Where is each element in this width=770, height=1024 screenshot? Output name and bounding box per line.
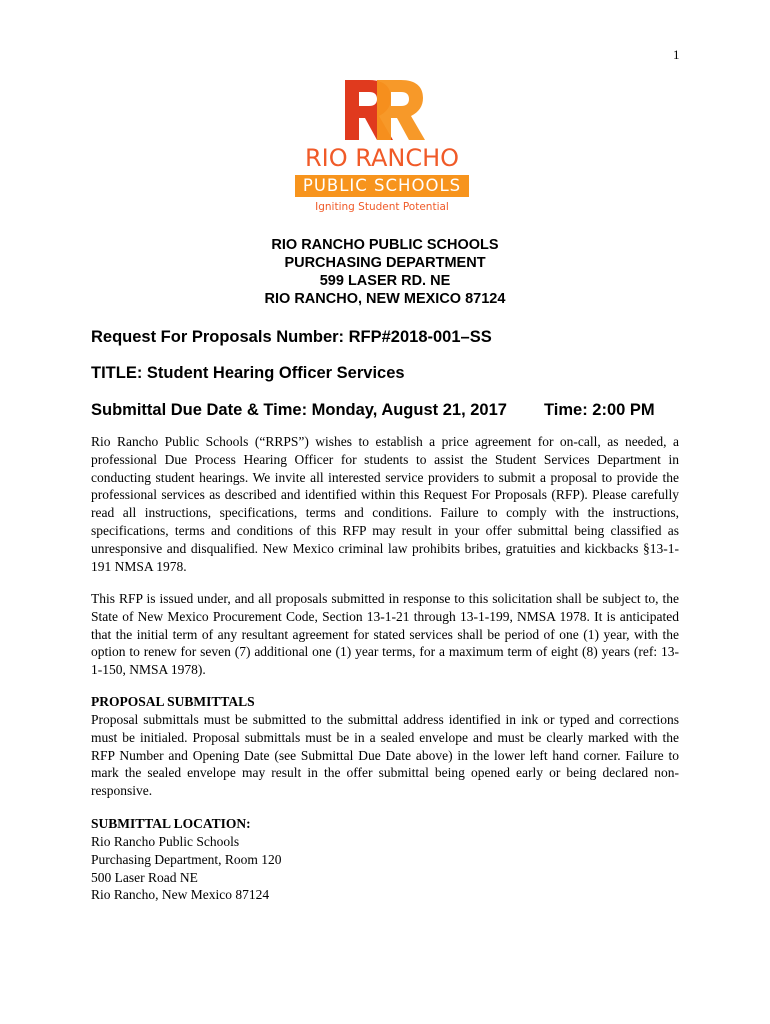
submittal-address — [91, 833, 281, 904]
address-line: Purchasing Department, Room 120 — [91, 851, 282, 867]
due-time: Time: 2:00 PM — [544, 401, 655, 419]
rfp-title: TITLE: Student Hearing Officer Services — [91, 364, 405, 382]
header-line: RIO RANCHO, NEW MEXICO 87124 — [264, 291, 506, 307]
proposal-submittals-heading: PROPOSAL SUBMITTALS — [91, 694, 255, 709]
proposal-submittals-text: Proposal submittals must be submitted to the submittal address identified in ink or typed and corrections must be initialed. Proposal submittals must be in a sealed envelope and must be clearly marked with the RFP Number and Opening Date (see Submittal Due Date above) in the lower left hand corner. Failure to mark the sealed envelope may result in the offer submittal being opened early or being declared non-responsive. — [91, 712, 679, 799]
intro-paragraph: Rio Rancho Public Schools (“RRPS”) wishes to establish a price agreement for on-call, as needed, a professional Due Process Hearing Officer for students to assist the Student Services Department in conducting student hearings. We invite all interested service providers to submit a proposal to provide the professional services as described and identified within this Request For Proposals (RFP). Please carefully read all instructions, specifications, terms and conditions. Failure to comply with the instructions, specifications, terms and conditions of this RFP may result in your offer submittal being classified as unresponsive and disqualified. New Mexico criminal law prohibits bribes, gratuities and kickbacks §13-1-191 NMSA 1978. — [91, 434, 679, 574]
rio-rancho-logo — [291, 74, 481, 219]
submittal-location-heading: SUBMITTAL LOCATION: — [91, 816, 251, 831]
header-line: 599 LASER RD. NE — [319, 273, 451, 289]
logo-tagline: Igniting Student Potential — [315, 201, 449, 213]
procurement-paragraph: This RFP is issued under, and all proposals submitted in response to this solicitation shall be subject to, the State of New Mexico Procurement Code, Section 13-1-21 through 13-1-199, NMSA 1978. It is anticipated that the initial term of any resultant agreement for stated services shall be period of one (1) year, with the option to renew for seven (7) additional one (1) year terms, for a maximum term of eight (8) years (ref: 13-1-150, NMSA 1978). — [91, 591, 679, 678]
page-number: 1 — [673, 47, 680, 62]
rr-monogram-icon — [291, 74, 473, 144]
address-line: Rio Rancho, New Mexico 87124 — [91, 887, 270, 903]
logo-name: RIO RANCHO — [304, 144, 460, 172]
header-line: RIO RANCHO PUBLIC SCHOOLS — [271, 237, 499, 253]
rfp-number: Request For Proposals Number: RFP#2018-001–SS — [91, 328, 492, 346]
address-line: Rio Rancho Public Schools — [91, 834, 240, 849]
header-line: PURCHASING DEPARTMENT — [284, 255, 486, 271]
due-date-line — [91, 401, 655, 420]
logo-band: PUBLIC SCHOOLS — [295, 175, 469, 197]
letterhead — [0, 236, 770, 308]
address-line: 500 Laser Road NE — [91, 869, 198, 885]
due-date: Submittal Due Date & Time: Monday, August 21, 2017 — [91, 401, 507, 419]
